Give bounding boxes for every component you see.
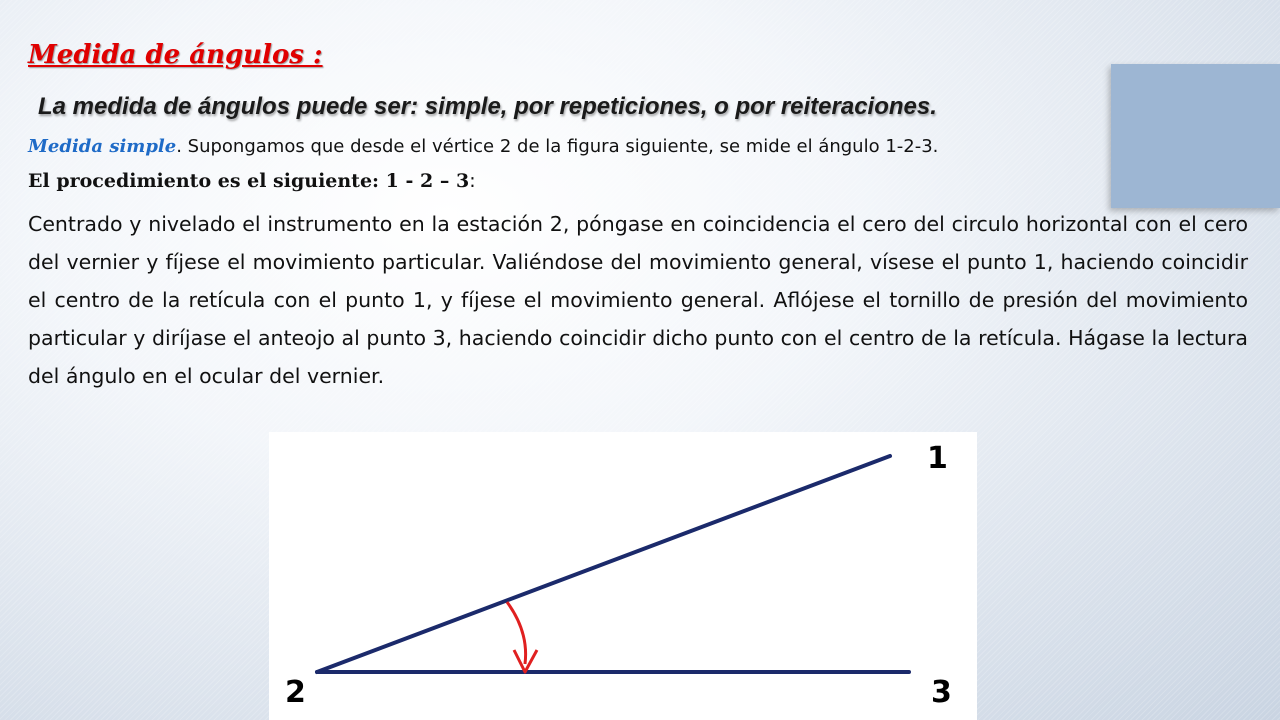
procedure-colon: : [469,170,476,192]
subtitle: La medida de ángulos puede ser: simple, por repeticiones, o por reiteraciones. [38,93,937,120]
point-1-label: 1 [927,441,948,476]
decorative-corner-box [1111,64,1280,208]
point-3-label: 3 [931,675,952,710]
simple-measure-text: . Supongamos que desde el vértice 2 de la figura siguiente, se mide el ángulo 1-2-3. [176,136,939,157]
procedure-heading-line [28,170,476,192]
procedure-body: Centrado y nivelado el instrumento en la estación 2, póngase en coincidencia el cero del circulo horizontal con el cero del vernier y fíjese el movimiento particular. Valiéndose del movimiento general, vísese el punto 1, haciendo coincidir el centro de la retícula con el punto 1, y fíjese el movimiento general. Aflójese el tornillo de presión del movimiento particular y diríjase el anteojo al punto 3, haciendo coincidir dicho punto con el centro de la retícula. Hágase la lectura del ángulo en el ocular del vernier. [28,212,1248,388]
angle-diagram [269,432,977,720]
slide-title: Medida de ángulos : [28,40,323,70]
procedure-heading: El procedimiento es el siguiente: 1 - 2 – 3 [28,170,470,192]
simple-measure-label: Medida simple [28,136,177,157]
ray-to-point-1 [317,456,890,672]
point-2-label: 2 [285,675,306,710]
angle-figure [269,432,977,720]
simple-measure-line [28,136,938,157]
